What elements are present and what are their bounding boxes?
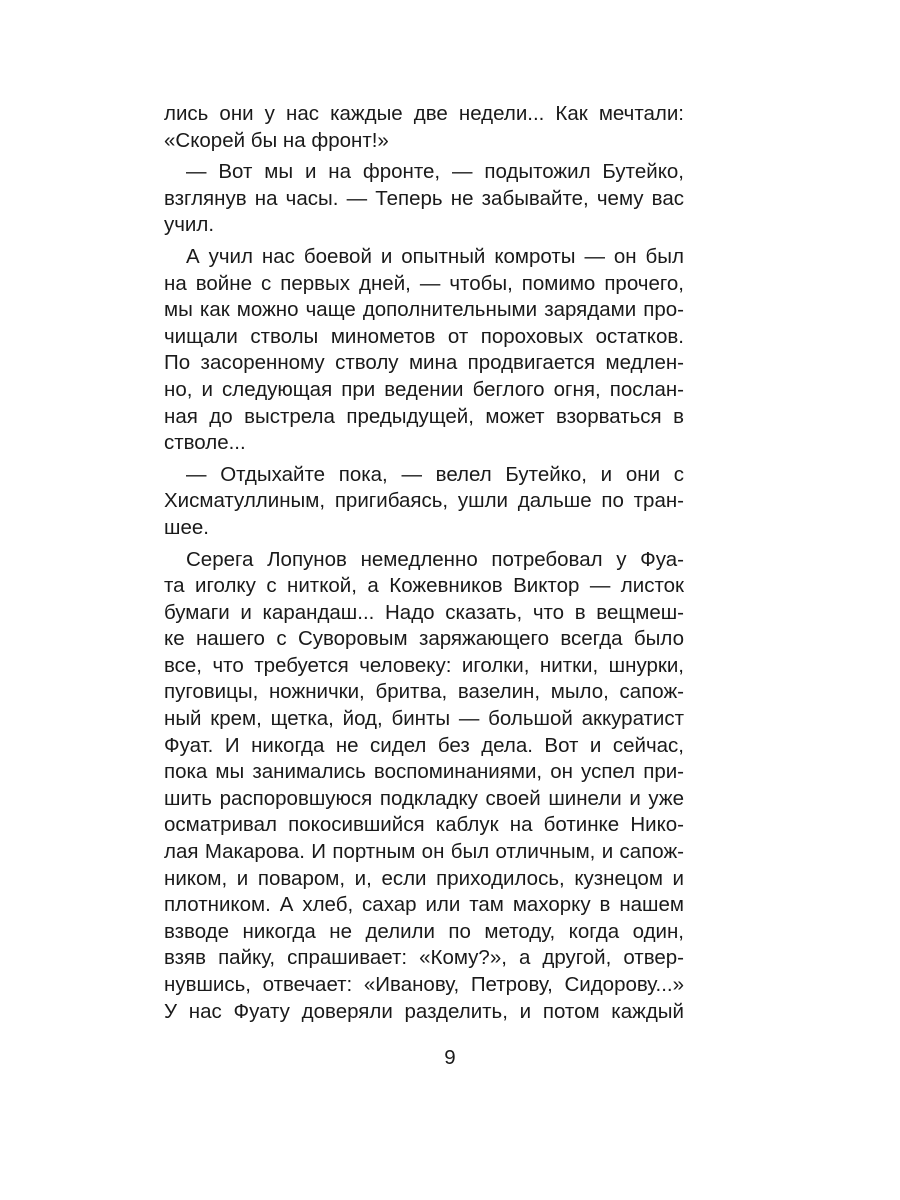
text-line: но, и следующая при ведении беглого огня, послан- (164, 377, 684, 401)
text-line: все, что требуется человеку: иголки, нитки, шнурки, (164, 653, 684, 677)
text-line: учил. (164, 213, 215, 237)
text-line: та иголку с ниткой, а Кожевников Виктор — листок (164, 574, 684, 598)
text-line: пока мы занимались воспоминаниями, он успел при- (164, 760, 684, 784)
text-line: нувшись, отвечает: «Иванову, Петрову, Сидорову...» (164, 973, 684, 996)
text-line: мы как можно чаще дополнительными зарядами про- (164, 298, 684, 322)
text-line: «Скорей бы на фронт!» (164, 128, 389, 152)
text-line: Хисматуллиным, пригибаясь, ушли дальше по тран- (164, 489, 684, 513)
text-line: лись они у нас каждые две недели... Как мечтали: (164, 102, 684, 125)
text-line: У нас Фуату доверяли разделить, и потом каждый (164, 999, 684, 1023)
text-line: Фуат. И никогда не сидел без дела. Вот и сейчас, (164, 733, 684, 757)
text-line: ная до выстрела предыдущей, может взорваться в (164, 404, 684, 428)
text-line: чищали стволы минометов от пороховых остатков. (164, 324, 684, 348)
text-line: взводе никогда не делили по методу, когда один, (164, 919, 684, 943)
text-line: шее. (164, 515, 209, 539)
text-line: ником, и поваром, и, если приходилось, кузнецом и (164, 866, 684, 890)
text-line: взглянув на часы. — Теперь не забывайте, чему вас (164, 186, 684, 210)
text-line: — Отдыхайте пока, — велел Бутейко, и они с (186, 462, 684, 486)
text-line: ный крем, щетка, йод, бинты — большой аккуратист (164, 707, 684, 731)
text-line: — Вот мы и на фронте, — подытожил Бутейко, (186, 160, 684, 184)
text-line: бумаги и карандаш... Надо сказать, что в вещмеш- (164, 600, 684, 624)
text-line: взяв пайку, спрашивает: «Кому?», а другой, отвер- (164, 946, 684, 970)
text-line: плотником. А хлеб, сахар или там махорку в нашем (164, 893, 684, 917)
text-line: стволе... (164, 431, 246, 455)
text-line: пуговицы, ножнички, бритва, вазелин, мыло, сапож- (164, 680, 684, 704)
text-line: ке нашего с Суворовым заряжающего всегда было (164, 627, 684, 651)
text-line: Серега Лопунов немедленно потребовал у Фуа- (186, 547, 684, 571)
text-line: на войне с первых дней, — чтобы, помимо прочего, (164, 271, 684, 295)
text-line: осматривал покосившийся каблук на ботинке Нико- (164, 813, 684, 837)
body-text (164, 101, 684, 1025)
text-line: А учил нас боевой и опытный комроты — он был (186, 244, 684, 268)
text-line: По засоренному стволу мина продвигается медлен- (164, 351, 684, 375)
text-line: лая Макарова. И портным он был отличным, и сапож- (164, 840, 684, 864)
text-line: шить распоровшуюся подкладку своей шинели и уже (164, 786, 684, 810)
page-number: 9 (444, 1046, 456, 1069)
